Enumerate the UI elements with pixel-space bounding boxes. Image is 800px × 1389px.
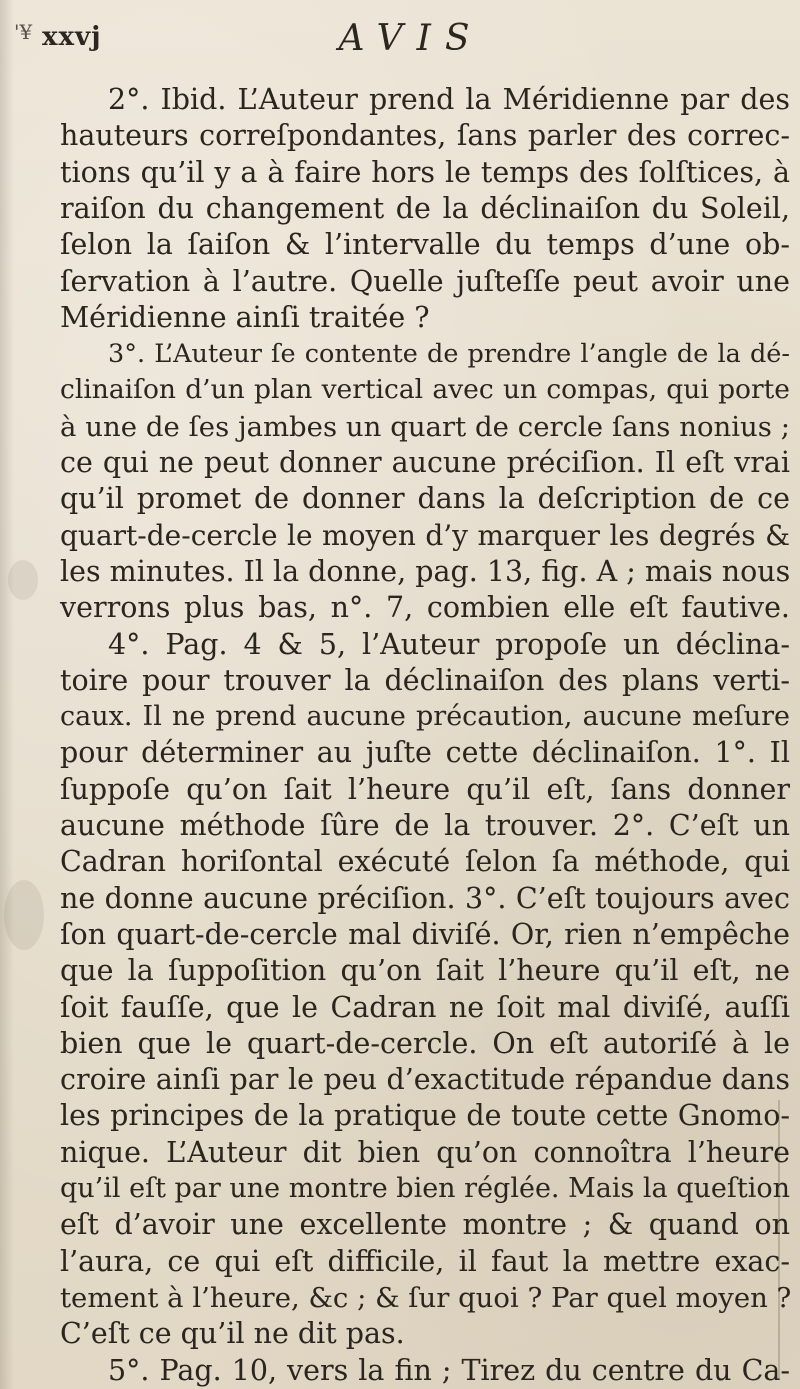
text-line: verrons plus bas, n°. 7, combien elle eſt fautive.	[60, 591, 790, 625]
text-line: ſuppoſe qu’on ſait l’heure qu’il eſt, ſans donner	[60, 772, 790, 806]
text-line: qu’il promet de donner dans la deſcription de ce	[60, 482, 790, 516]
text-line: l’aura, ce qui eſt difficile, il faut la mettre exac-	[60, 1244, 790, 1278]
text-line: à une de ſes jambes un quart de cercle ſans nonius ;	[60, 410, 790, 443]
text-line: croire ainſi par le peu d’exactitude répandue dans	[60, 1063, 790, 1097]
text-line: ſelon la ſaiſon & l’intervalle du temps d’une ob-	[60, 228, 790, 262]
paper-stain	[4, 880, 44, 950]
text-line: toire pour trouver la déclinaiſon des plans verti-	[60, 663, 790, 697]
text-line: caux. Il ne prend aucune précaution, aucune meſure	[60, 701, 790, 733]
text-line: hauteurs correſpondantes, ſans parler des correc-	[60, 119, 790, 153]
text-line: 5°. Pag. 10, vers la fin ; Tirez du centre du Ca-	[108, 1353, 790, 1387]
page-number: xxvj	[42, 22, 102, 52]
margin-marker: '¥	[14, 20, 33, 44]
text-line: eſt d’avoir une excellente montre ; & quand on	[60, 1208, 790, 1242]
text-line: clinaiſon d’un plan vertical avec un compas, qui porte	[60, 374, 790, 406]
text-line: tement à l’heure, &c ; & ſur quoi ? Par quel moyen ?	[60, 1281, 792, 1314]
text-line: C’eſt ce qu’il ne dit pas.	[60, 1317, 405, 1351]
paper-stain	[8, 560, 38, 600]
text-line: les principes de la pratique de toute cette Gnomo-	[60, 1099, 790, 1133]
text-line: que la ſuppoſition qu’on ſait l’heure qu’il eſt, ne	[60, 954, 790, 988]
text-line: 2°. Ibid. L’Auteur prend la Méridienne par des	[108, 83, 790, 116]
text-line: bien que le quart-de-cercle. On eſt autoriſé à le	[60, 1026, 790, 1060]
text-line: 4°. Pag. 4 & 5, l’Auteur propoſe un déclina-	[108, 627, 790, 661]
text-line: tions qu’il y a à faire hors le temps des ſolſtices, à	[60, 155, 790, 189]
text-line: 3°. L’Auteur ſe contente de prendre l’angle de la dé-	[108, 339, 790, 370]
text-line: ce qui ne peut donner aucune préciſion. Il eſt vrai	[60, 446, 790, 479]
text-line: ſon quart-de-cercle mal diviſé. Or, rien n’empêche	[60, 917, 790, 951]
text-line: ſervation à l’autre. Quelle juſteſſe peut avoir une	[60, 264, 790, 298]
text-line: les minutes. Il la donne, pag. 13, fig. A ; mais nous	[60, 554, 791, 588]
text-line: quart-de-cercle le moyen d’y marquer les degrés &	[60, 518, 790, 552]
text-line: ne donne aucune préciſion. 3°. C’eſt toujours avec	[60, 881, 790, 915]
text-line: Méridienne ainſi traitée ?	[60, 300, 430, 334]
text-line: qu’il eſt par une montre bien réglée. Mais la queſtion	[60, 1173, 790, 1204]
running-title: AVIS	[338, 18, 484, 59]
page-gutter-shadow	[0, 0, 14, 1389]
text-line: raiſon du changement de la déclinaiſon du Soleil,	[60, 191, 790, 225]
page-header	[0, 18, 800, 68]
text-line: ſoit fauſſe, que le Cadran ne ſoit mal diviſé, auſſi	[60, 990, 790, 1024]
text-line: Cadran horiſontal exécuté ſelon ſa méthode, qui	[60, 845, 790, 879]
text-line: aucune méthode ſûre de la trouver. 2°. C’eſt un	[60, 809, 790, 842]
text-line: pour déterminer au juſte cette déclinaiſon. 1°. Il	[60, 736, 790, 770]
text-line: nique. L’Auteur dit bien qu’on connoîtra l’heure	[60, 1135, 790, 1169]
